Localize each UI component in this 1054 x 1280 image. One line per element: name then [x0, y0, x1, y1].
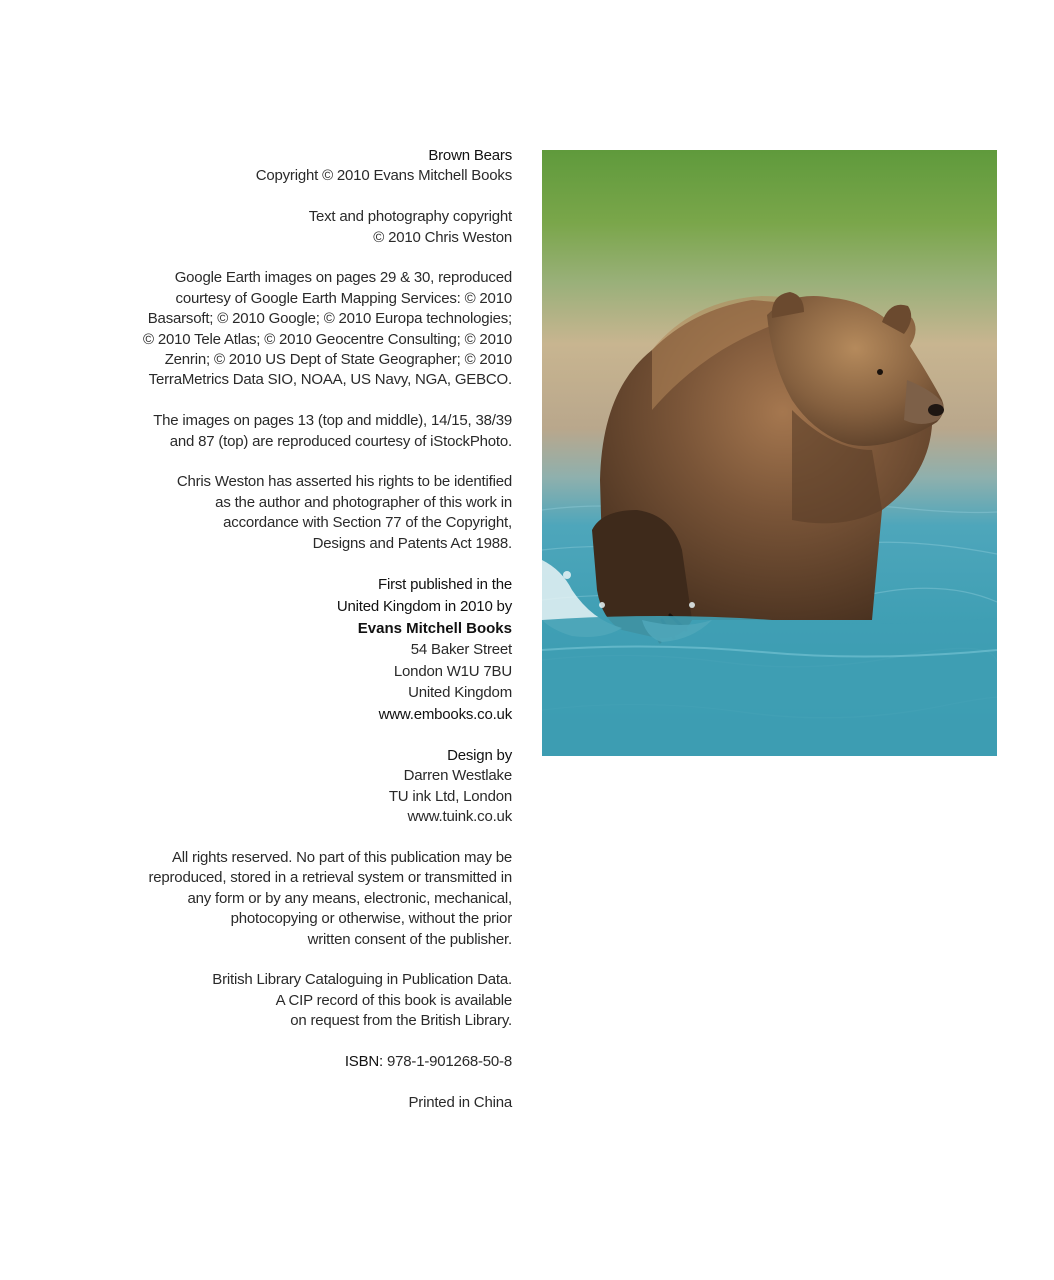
publisher-block	[120, 574, 512, 725]
text-line: as the author and photographer of this work in	[215, 493, 512, 511]
text-line: Designs and Patents Act 1988.	[312, 534, 512, 552]
publisher-website: www.embooks.co.uk	[378, 706, 512, 724]
text-line: Zenrin; © 2010 US Dept of State Geographer; © 2010	[164, 351, 512, 369]
google-earth-credit	[120, 268, 512, 390]
text-line: Basarsoft; © 2010 Google; © 2010 Europa technologies;	[147, 310, 512, 328]
printed-in	[120, 1093, 512, 1113]
text-line: Text and photography copyright	[308, 208, 512, 226]
text-line: on request from the British Library.	[290, 1012, 512, 1030]
publisher-address: London W1U 7BU	[393, 662, 512, 680]
publisher-intro: United Kingdom in 2010 by	[336, 598, 512, 616]
text-line: any form or by any means, electronic, mechanical,	[187, 889, 512, 907]
text-line: accordance with Section 77 of the Copyright,	[223, 514, 512, 532]
isbn-line	[120, 1052, 512, 1072]
printed-line: Printed in China	[408, 1093, 512, 1111]
author-rights	[120, 472, 512, 554]
text-line: Google Earth images on pages 29 & 30, reproduced	[174, 269, 512, 287]
waterline	[542, 616, 997, 756]
bear-eye	[877, 369, 883, 375]
publisher-intro: First published in the	[377, 576, 512, 594]
design-heading: Design by	[447, 747, 512, 764]
text-line: written consent of the publisher.	[307, 930, 512, 948]
publisher-address: 54 Baker Street	[410, 641, 512, 659]
text-line: courtesy of Google Earth Mapping Services: © 2010	[175, 289, 512, 307]
text-line: A CIP record of this book is available	[275, 991, 512, 1009]
text-line: and 87 (top) are reproduced courtesy of iStockPhoto.	[169, 432, 512, 450]
text-line: © 2010 Tele Atlas; © 2010 Geocentre Consulting; © 2010	[143, 330, 512, 348]
brown-bear-photo-icon	[542, 150, 997, 756]
text-line: photocopying or otherwise, without the prior	[230, 910, 512, 928]
isbn-value: 978-1-901268-50-8	[386, 1053, 512, 1071]
design-line: Darren Westlake	[403, 767, 512, 785]
design-line: www.tuink.co.uk	[407, 808, 512, 826]
copyright-line: Copyright © 2010 Evans Mitchell Books	[255, 167, 512, 185]
copyright-text-column	[120, 146, 512, 1134]
book-title: Brown Bears	[428, 147, 512, 164]
design-credit	[120, 746, 512, 828]
publisher-name: Evans Mitchell Books	[357, 619, 512, 637]
text-line: TerraMetrics Data SIO, NOAA, US Navy, NGA, GEBCO.	[148, 371, 512, 389]
text-line: reproduced, stored in a retrieval system or transmitted in	[148, 869, 512, 887]
text-line: Chris Weston has asserted his rights to be identified	[176, 473, 512, 491]
text-line: © 2010 Chris Weston	[373, 228, 512, 246]
rights-reserved	[120, 848, 512, 950]
istock-credit	[120, 411, 512, 452]
bear-nose	[928, 404, 944, 416]
text-line: The images on pages 13 (top and middle), 14/15, 38/39	[153, 412, 512, 430]
text-photo-copyright	[120, 207, 512, 248]
text-line: All rights reserved. No part of this publication may be	[172, 849, 512, 867]
title-block	[120, 146, 512, 187]
text-line: British Library Cataloguing in Publication Data.	[212, 971, 512, 989]
design-line: TU ink Ltd, London	[388, 787, 512, 805]
cip-notice	[120, 970, 512, 1031]
isbn-label: ISBN:	[344, 1053, 383, 1071]
publisher-address: United Kingdom	[408, 684, 512, 702]
